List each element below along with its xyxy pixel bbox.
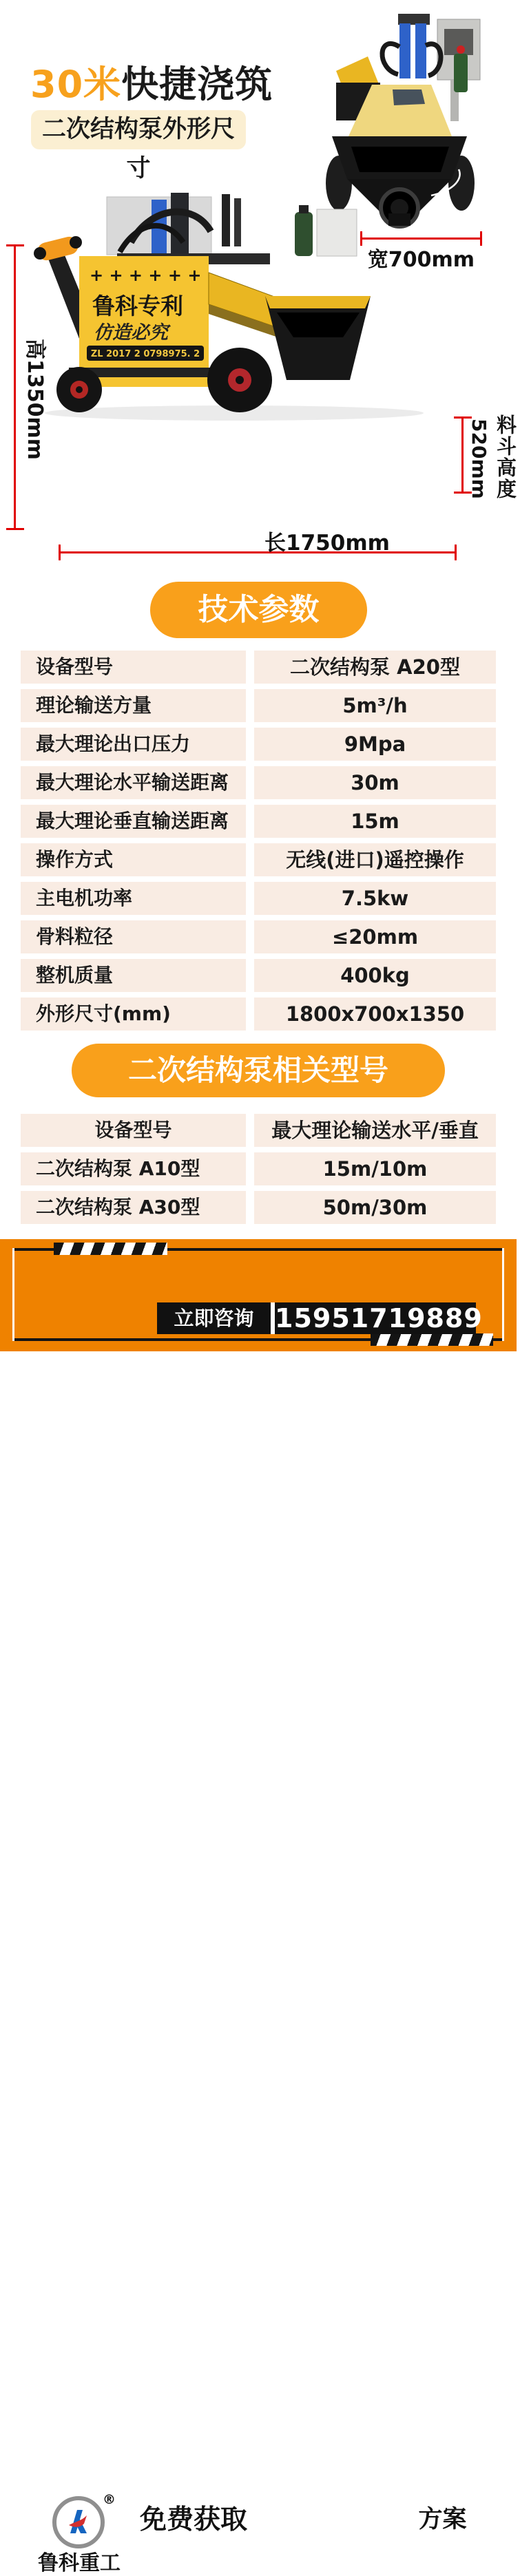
width-dimension-label: 宽700mm [367, 248, 475, 272]
models-header-col2: 最大理论输送水平/垂直 [254, 1114, 496, 1147]
spec-value: 15m [254, 805, 496, 838]
spec-value: ≤20mm [254, 920, 496, 953]
model-badge: 二次结构泵外形尺寸 [31, 110, 246, 149]
brand-logo-icon [52, 2496, 105, 2548]
spec-value: 二次结构泵 A20型 [254, 651, 496, 684]
footer [0, 1239, 517, 2575]
sticker-line3: ZL 2017 2 0798975. 2 [90, 349, 200, 359]
hydraulic-cylinder [399, 23, 410, 78]
spec-label: 最大理论出口压力 [21, 728, 246, 761]
spec-label: 最大理论水平输送距离 [21, 766, 246, 799]
plus-band: + + + + + + [90, 266, 202, 285]
hazard-stripe-bottom [371, 1333, 493, 1346]
green-cylinder [295, 212, 313, 256]
length-dimension-label: 长1750mm [264, 531, 390, 556]
sticker-line2: 仿造必究 [94, 322, 168, 344]
specs-section-header: 技术参数 [150, 582, 367, 638]
hopper-height-text-label: 料斗高度 [494, 414, 517, 500]
height-dimension-line [14, 244, 16, 530]
spec-value: 1800x700x1350 [254, 997, 496, 1031]
spec-value: 30m [254, 766, 496, 799]
spec-label: 主电机功率 [21, 882, 246, 915]
model-name: 二次结构泵 A30型 [21, 1191, 246, 1224]
brand-name: 鲁科重工 [38, 2551, 121, 2575]
title-highlight: 30米 [30, 63, 122, 106]
spec-label: 理论输送方量 [21, 689, 246, 722]
model-value: 15m/10m [254, 1152, 496, 1185]
spec-value: 7.5kw [254, 882, 496, 915]
hopper-height-value-label: 520mm [468, 419, 490, 499]
headline-prefix: 免费获取 [140, 2504, 248, 2535]
spec-label: 操作方式 [21, 843, 246, 876]
green-cylinder [454, 54, 468, 92]
models-header-col1: 设备型号 [21, 1114, 246, 1147]
sticker-line1: 鲁科专利 [92, 293, 183, 319]
spec-label: 整机质量 [21, 959, 246, 992]
hopper [265, 296, 371, 380]
title-rest: 快捷浇筑 [121, 63, 273, 106]
spec-value: 5m³/h [254, 689, 496, 722]
spec-value: 无线(进口)遥控操作 [254, 843, 496, 876]
page-title [30, 55, 273, 108]
consult-button[interactable]: 立即咨询 [157, 1302, 271, 1334]
spec-label: 骨料粒径 [21, 920, 246, 953]
spec-label: 外形尺寸(mm) [21, 997, 246, 1031]
hazard-stripe-top [54, 1243, 167, 1255]
headline-suffix: 方案 [418, 2506, 467, 2533]
registered-mark: ® [103, 2492, 116, 2507]
model-name: 二次结构泵 A10型 [21, 1152, 246, 1185]
hopper-height-dimension-line [461, 416, 464, 494]
spec-label: 最大理论垂直输送距离 [21, 805, 246, 838]
emergency-button [457, 45, 465, 54]
machine-illustration [28, 193, 455, 551]
control-box [317, 209, 357, 256]
height-dimension-label: 高1350mm [23, 339, 47, 461]
spec-value: 9Mpa [254, 728, 496, 761]
phone-number[interactable]: 15951719889 [275, 1303, 483, 1333]
models-section-header: 二次结构泵相关型号 [72, 1044, 445, 1097]
footer-headline [140, 2498, 505, 2537]
headline-quoted: “缩短工期” [249, 2501, 417, 2538]
model-value: 50m/30m [254, 1191, 496, 1224]
spec-label: 设备型号 [21, 651, 246, 684]
spec-value: 400kg [254, 959, 496, 992]
